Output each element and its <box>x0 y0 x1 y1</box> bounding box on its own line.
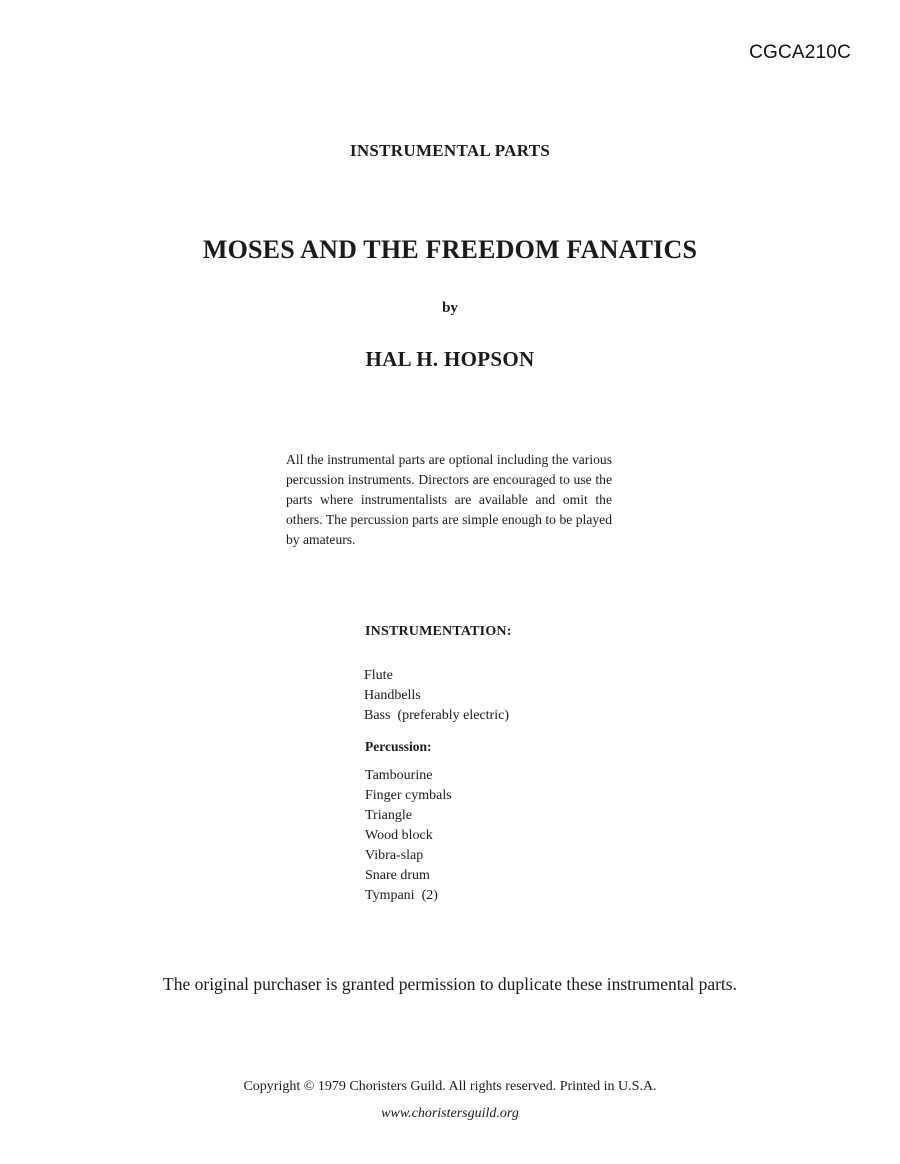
percussion-item: Tambourine <box>365 768 433 783</box>
instrumentation-list <box>364 666 509 726</box>
percussion-item: Tympani (2) <box>365 888 438 903</box>
percussion-item: Wood block <box>365 828 433 843</box>
intro-paragraph: All the instrumental parts are optional including the various percussion instruments. Directors are encouraged to use the parts where instrumentalists are available and omit the others. The percussion parts are simple enough to be played by amateurs. <box>286 452 612 547</box>
instrument-item: Bass (preferably electric) <box>364 708 509 723</box>
website-url: www.choristersguild.org <box>381 1106 519 1121</box>
copyright-notice: Copyright © 1979 Choristers Guild. All rights reserved. Printed in U.S.A. <box>243 1079 657 1094</box>
permission-notice: The original purchaser is granted permission to duplicate these instrumental parts. <box>163 974 737 994</box>
percussion-item: Snare drum <box>365 868 430 883</box>
percussion-heading: Percussion: <box>365 739 432 754</box>
percussion-item: Finger cymbals <box>365 788 452 803</box>
by-line: by <box>442 300 458 316</box>
percussion-list <box>365 766 452 906</box>
percussion-item: Vibra-slap <box>365 848 424 863</box>
page-title: MOSES AND THE FREEDOM FANATICS <box>202 235 698 264</box>
percussion-item: Triangle <box>365 808 412 823</box>
document-code: CGCA210C <box>749 42 851 63</box>
instrument-item: Flute <box>364 668 393 683</box>
instrument-item: Handbells <box>364 688 421 703</box>
author-name: HAL H. HOPSON <box>365 347 535 371</box>
section-header: INSTRUMENTAL PARTS <box>349 141 551 160</box>
instrumentation-heading: INSTRUMENTATION: <box>365 624 512 639</box>
